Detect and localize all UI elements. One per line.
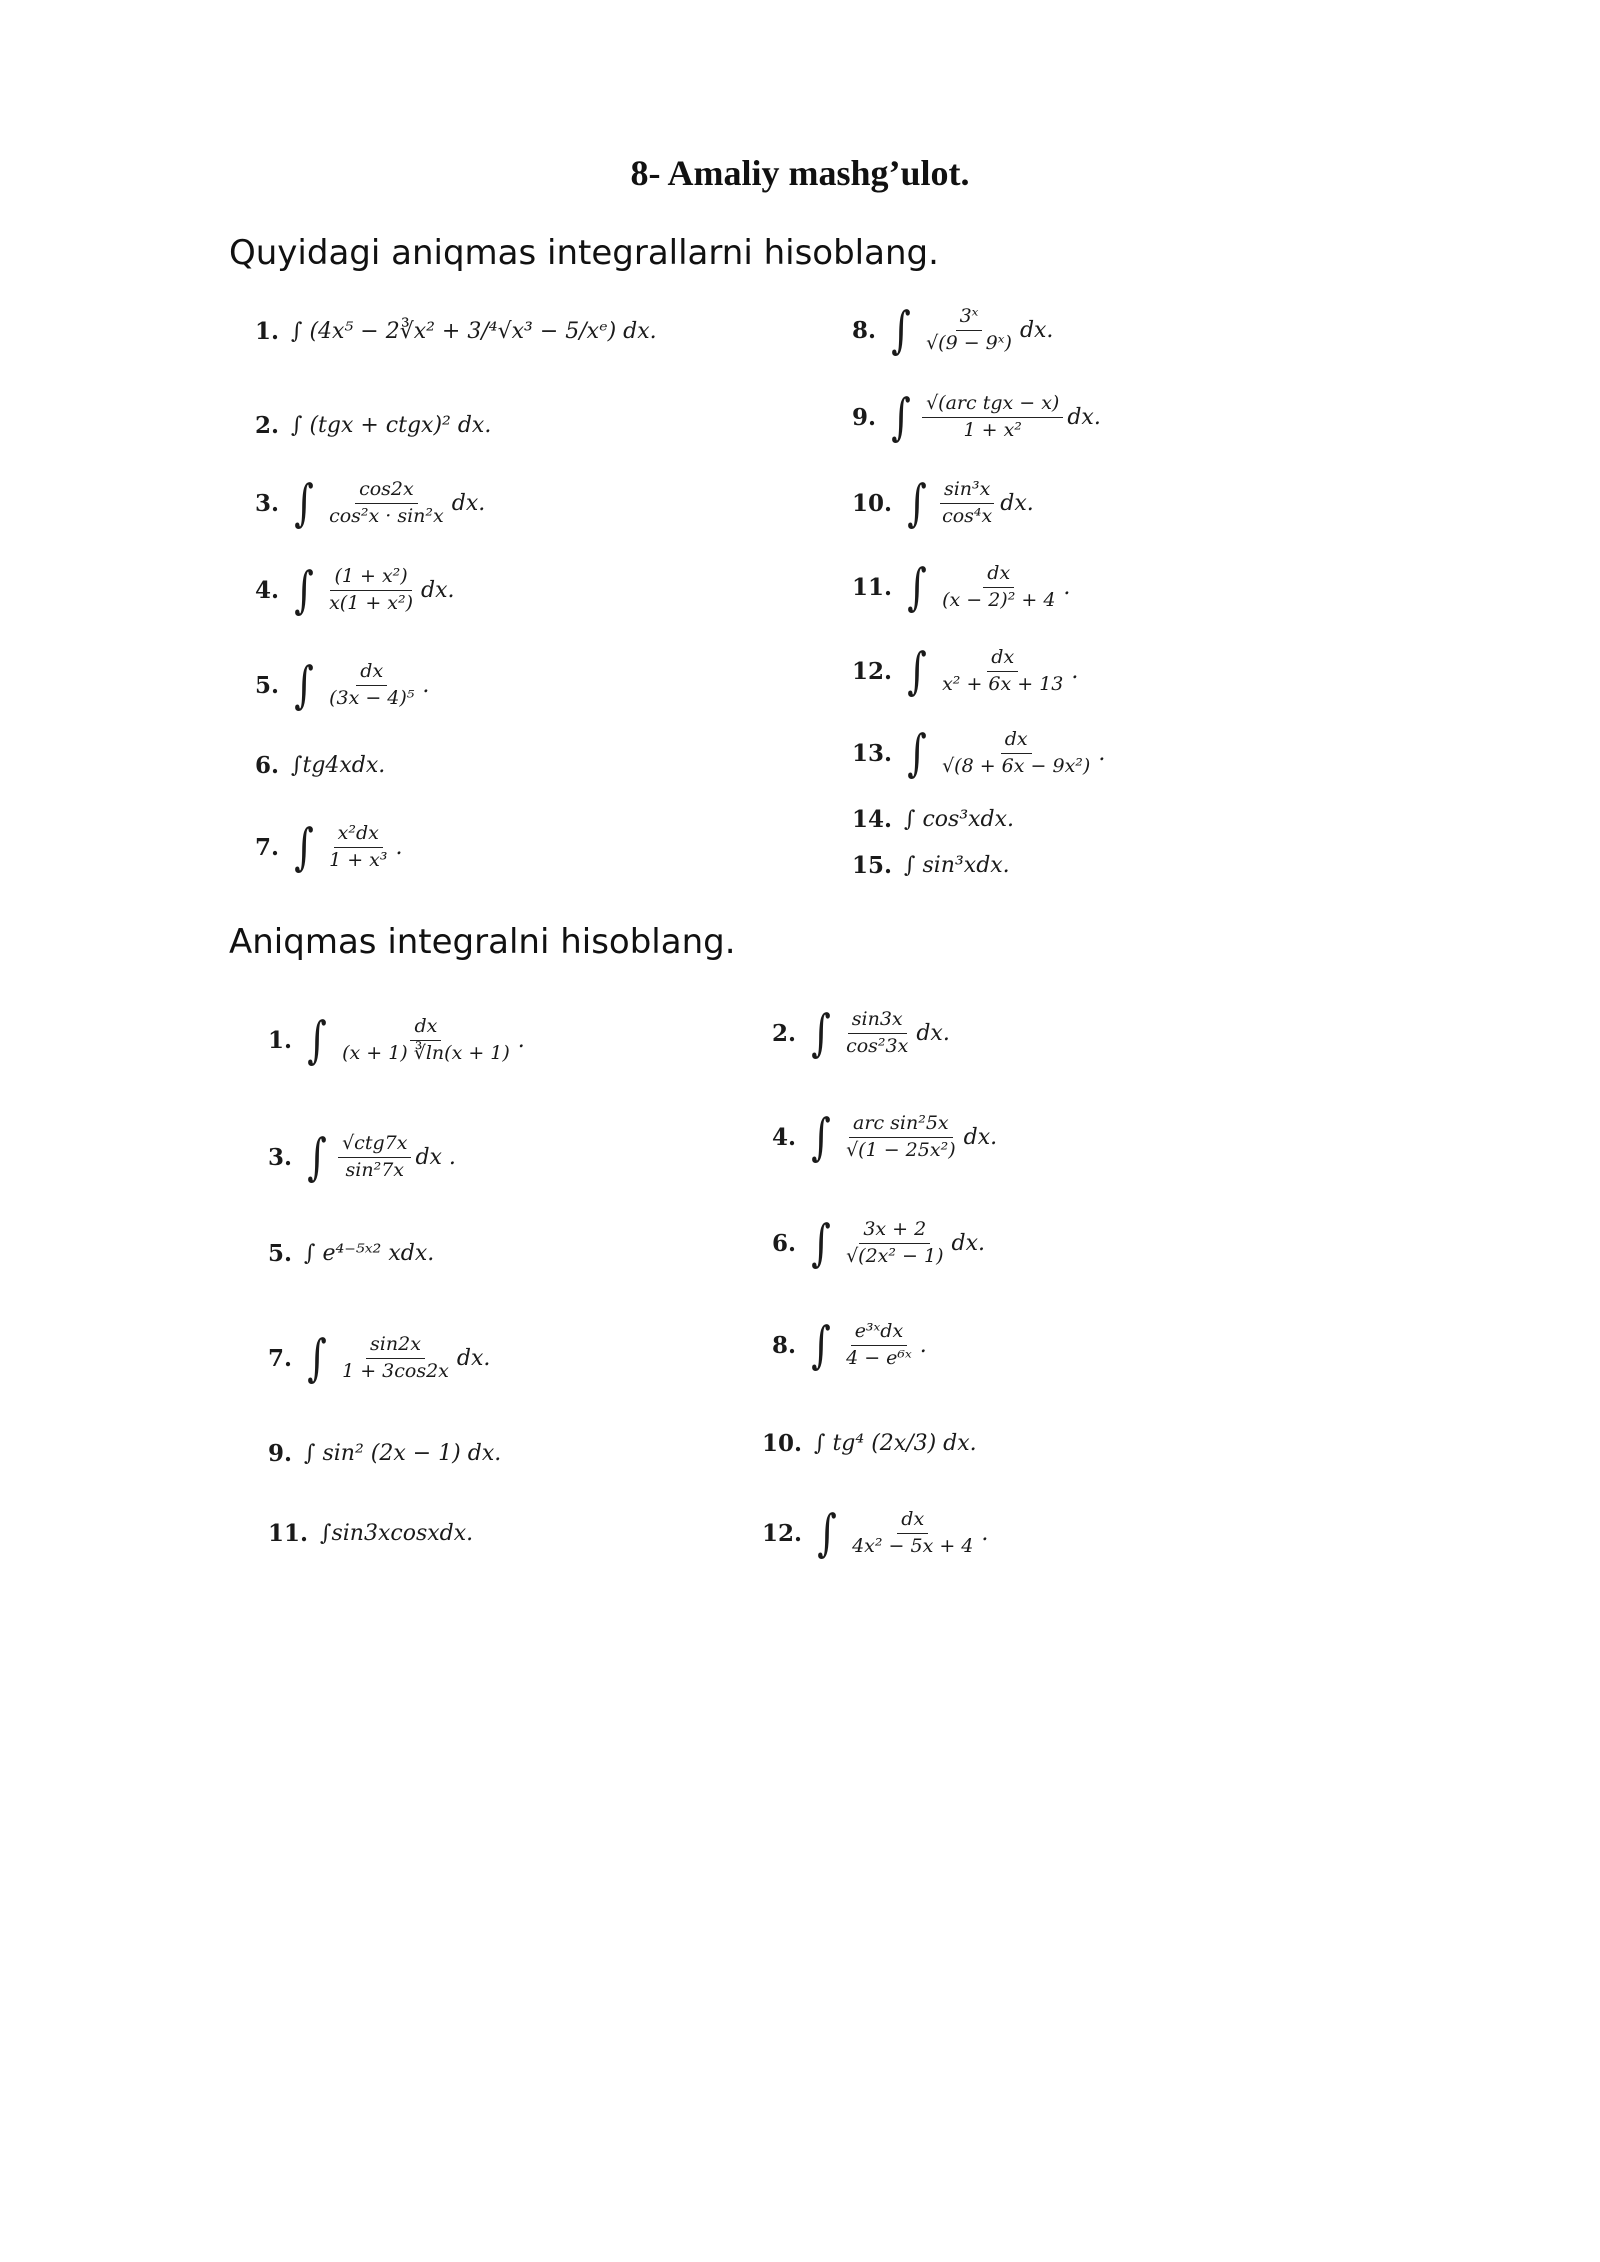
section1-heading: Quyidagi aniqmas integrallarni hisoblang. [229,233,939,273]
fraction [938,647,1067,696]
denominator: 4 − e⁶ˣ [846,1346,912,1369]
numerator: cos2x [355,479,418,504]
differential: dx . [415,1144,456,1170]
problem-2-12 [762,1504,989,1562]
numerator: sin2x [366,1334,425,1359]
differential: dx. [421,577,455,603]
problem-number: 6. [255,752,280,779]
fraction [842,1113,960,1162]
problem-1-4 [255,561,455,619]
denominator: sin²7x [345,1158,404,1181]
denominator: cos²3x [846,1034,909,1057]
problem-2-10 [762,1430,977,1457]
integral-sign-icon: ∫ [891,301,911,359]
denominator: √(1 − 25x²) [846,1138,956,1161]
fraction [842,1321,916,1370]
differential: dx. [451,490,486,516]
problem-number: 1. [268,1026,293,1054]
problem-number: 2. [772,1019,797,1047]
problem-1-7 [255,818,403,876]
numerator: dx [897,1509,928,1534]
numerator: sin3x [848,1009,907,1034]
differential: . [1063,574,1071,600]
problem-number: 12. [852,657,893,685]
problem-1-3 [255,474,486,532]
denominator: x² + 6x + 13 [942,672,1064,695]
problem-2-6 [772,1214,986,1272]
integral-expression: ∫ (tgx + ctgx)² dx. [291,413,492,438]
numerator: dx [410,1016,441,1041]
differential: . [981,1520,989,1546]
integral-sign-icon: ∫ [907,642,927,700]
problem-1-5 [255,656,430,714]
problem-1-11 [852,558,1071,616]
differential: . [1098,740,1106,766]
numerator: 3x + 2 [859,1219,930,1244]
denominator: √(8 + 6x − 9x²) [942,754,1091,777]
problem-number: 6. [772,1229,797,1257]
integral-sign-icon: ∫ [811,1108,831,1166]
problem-number: 14. [852,806,893,833]
problem-number: 10. [852,489,893,517]
problem-number: 10. [762,1430,803,1457]
integral-expression: ∫ cos³xdx. [904,807,1015,832]
numerator: 3ˣ [956,306,983,331]
fraction [325,566,417,615]
numerator: arc sin²5x [849,1113,953,1138]
differential: dx. [916,1020,950,1046]
integral-expression: ∫ sin³xdx. [904,853,1010,878]
fraction [338,1016,514,1065]
differential: . [395,834,403,860]
problem-1-15 [852,852,1010,879]
problem-number: 3. [255,489,280,517]
problem-1-8 [852,301,1054,359]
numerator: dx [356,661,387,686]
problem-1-6 [255,752,385,779]
integral-expression: ∫ e⁴⁻⁵ˣ² xdx. [304,1241,435,1266]
integral-expression: ∫ (4x⁵ − 2∛x² + 3/⁴√x³ − 5/xᵉ) dx. [291,319,657,344]
denominator: 1 + x³ [329,848,388,871]
fraction [325,823,391,872]
problem-number: 12. [762,1519,803,1547]
differential: dx. [951,1230,986,1256]
problem-number: 15. [852,852,893,879]
problem-number: 13. [852,739,893,767]
integral-sign-icon: ∫ [307,1329,327,1387]
denominator: cos⁴x [942,504,993,527]
problem-number: 8. [772,1331,797,1359]
differential: dx. [456,1345,491,1371]
numerator: sin³x [940,479,994,504]
problem-2-1 [268,1011,525,1069]
integral-sign-icon: ∫ [907,724,927,782]
problem-number: 11. [268,1520,309,1547]
problem-number: 2. [255,412,280,439]
differential: . [517,1027,525,1053]
denominator: (x + 1) ∛ln(x + 1) [342,1041,510,1064]
denominator: 1 + x² [963,418,1022,441]
problem-number: 7. [255,833,280,861]
problem-1-14 [852,806,1014,833]
numerator: e³ˣdx [851,1321,907,1346]
problem-number: 4. [772,1123,797,1151]
denominator: √(2x² − 1) [846,1244,944,1267]
integral-sign-icon: ∫ [307,1011,327,1069]
integral-sign-icon: ∫ [817,1504,837,1562]
section2-heading: Aniqmas integralni hisoblang. [229,922,736,962]
problem-1-9 [852,388,1101,446]
problem-2-5 [268,1240,434,1267]
problem-2-7 [268,1329,491,1387]
problem-number: 5. [268,1240,293,1267]
problem-1-10 [852,474,1034,532]
fraction [338,1334,453,1383]
fraction [842,1219,947,1268]
problem-2-3 [268,1128,456,1186]
denominator: cos²x · sin²x [329,504,444,527]
differential: . [1071,658,1079,684]
page-title: 8- Amaliy mashg’ulot. [630,153,970,193]
fraction [938,563,1059,612]
differential: dx. [1019,317,1054,343]
numerator: √ctg7x [338,1133,411,1158]
numerator: √(arc tgx − x) [922,393,1063,418]
numerator: (1 + x²) [330,566,411,591]
problem-1-12 [852,642,1079,700]
fraction [338,1133,411,1182]
integral-sign-icon: ∫ [811,1004,831,1062]
fraction [842,1009,912,1058]
integral-sign-icon: ∫ [294,656,314,714]
integral-expression: ∫sin3xcosxdx. [320,1521,474,1546]
numerator: dx [983,563,1014,588]
problem-1-2 [255,412,491,439]
problem-2-9 [268,1440,501,1467]
problem-2-4 [772,1108,998,1166]
problem-1-1 [255,318,657,345]
denominator: 4x² − 5x + 4 [852,1534,974,1557]
integral-expression: ∫tg4xdx. [291,753,386,778]
fraction [938,729,1094,778]
integral-sign-icon: ∫ [907,558,927,616]
integral-sign-icon: ∫ [307,1128,327,1186]
fraction [848,1509,977,1558]
denominator: (x − 2)² + 4 [942,588,1056,611]
differential: dx. [963,1124,998,1150]
integral-sign-icon: ∫ [294,818,314,876]
problem-number: 4. [255,576,280,604]
fraction [922,393,1063,442]
fraction [325,661,418,710]
problem-number: 7. [268,1344,293,1372]
denominator: x(1 + x²) [329,591,414,614]
problem-number: 8. [852,316,877,344]
problem-number: 9. [852,403,877,431]
fraction [938,479,996,528]
integral-expression: ∫ tg⁴ (2x/3) dx. [814,1431,977,1456]
integral-sign-icon: ∫ [907,474,927,532]
problem-number: 1. [255,318,280,345]
fraction [922,306,1016,355]
integral-sign-icon: ∫ [811,1214,831,1272]
integral-expression: ∫ sin² (2x − 1) dx. [304,1441,502,1466]
denominator: (3x − 4)⁵ [329,686,415,709]
problem-2-11 [268,1520,473,1547]
differential: . [422,672,430,698]
integral-sign-icon: ∫ [294,474,314,532]
problem-2-8 [772,1316,927,1374]
differential: dx. [1067,404,1101,430]
numerator: dx [1001,729,1032,754]
denominator: 1 + 3cos2x [342,1359,449,1382]
problem-number: 5. [255,671,280,699]
fraction [325,479,448,528]
integral-sign-icon: ∫ [891,388,911,446]
denominator: √(9 − 9ˣ) [926,331,1012,354]
problem-1-13 [852,724,1106,782]
integral-sign-icon: ∫ [294,561,314,619]
differential: . [919,1332,927,1358]
numerator: x²dx [334,823,383,848]
problem-2-2 [772,1004,950,1062]
numerator: dx [987,647,1018,672]
differential: dx. [1000,490,1034,516]
problem-number: 9. [268,1440,293,1467]
problem-number: 3. [268,1143,293,1171]
problem-number: 11. [852,573,893,601]
integral-sign-icon: ∫ [811,1316,831,1374]
